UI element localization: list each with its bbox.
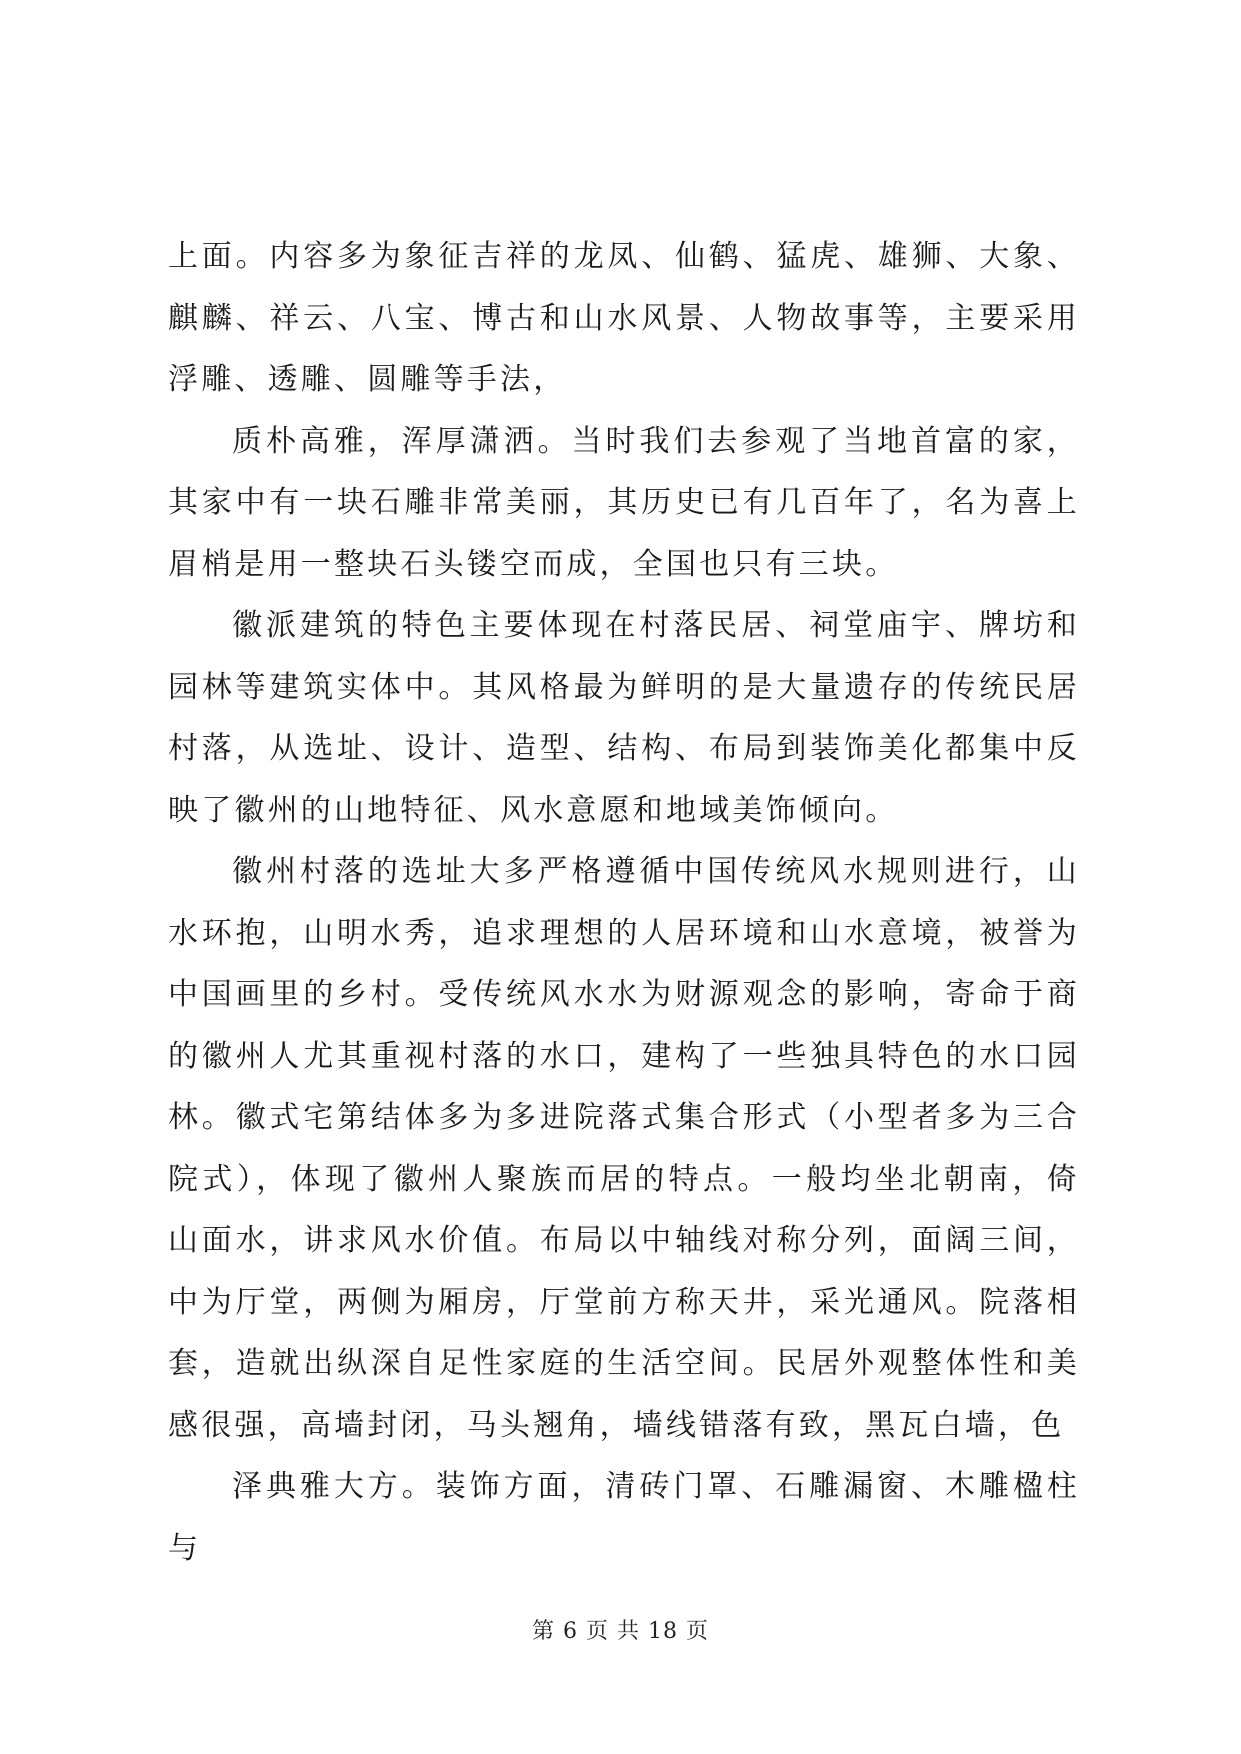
paragraph-3: 徽派建筑的特色主要体现在村落民居、祠堂庙宇、牌坊和园林等建筑实体中。其风格最为鲜明的是大量遗存的传统民居村落，从选址、设计、造型、结构、布局到装饰美化都集中反映了徽州的山地特征、风水意愿和地域美饰倾向。	[168, 608, 1080, 828]
paragraph-4: 徽州村落的选址大多严格遵循中国传统风水规则进行，山水环抱，山明水秀，追求理想的人居环境和山水意境，被誉为中国画里的乡村。受传统风水水为财源观念的影响，寄命于商的徽州人尤其重视村落的水口，建构了一些独具特色的水口园林。徽式宅第结体多为多进院落式集合形式（小型者多为三合院式），体现了徽州人聚族而居的特点。一般均坐北朝南，倚山面水，讲求风水价值。布局以中轴线对称分列，面阔三间，中为厅堂，两侧为厢房，厅堂前方称天井，采光通风。院落相套，造就出纵深自足性家庭的生活空间。民居外观整体性和美感很强，高墙封闭，马头翘角，墙线错落有致，黑瓦白墙，色	[168, 854, 1080, 1443]
paragraph-1: 上面。内容多为象征吉祥的龙凤、仙鹤、猛虎、雄狮、大象、麒麟、祥云、八宝、博古和山水风景、人物故事等，主要采用浮雕、透雕、圆雕等手法，	[168, 239, 1080, 397]
body-text	[168, 226, 1080, 1579]
page-footer: 第 6 页 共 18 页	[532, 1619, 709, 1644]
paragraph-5: 泽典雅大方。装饰方面，清砖门罩、石雕漏窗、木雕楹柱与	[168, 1469, 1080, 1566]
paragraph-2: 质朴高雅，浑厚潇洒。当时我们去参观了当地首富的家，其家中有一块石雕非常美丽，其历史已有几百年了，名为喜上眉梢是用一整块石头镂空而成，全国也只有三块。	[168, 423, 1080, 582]
